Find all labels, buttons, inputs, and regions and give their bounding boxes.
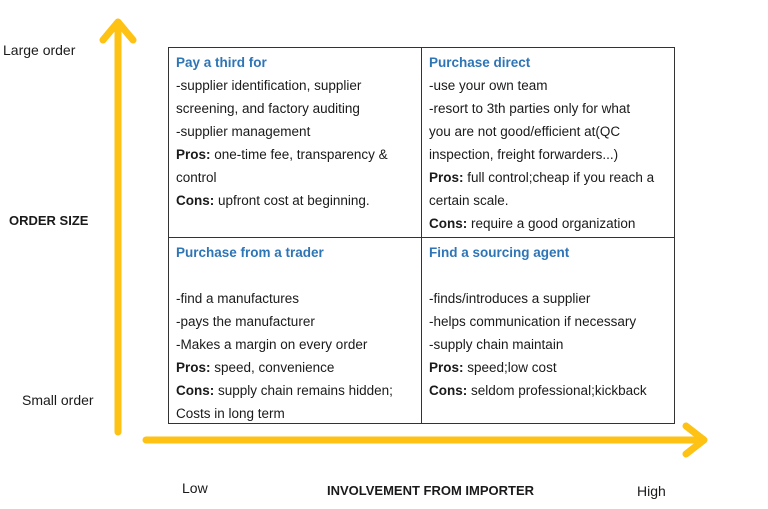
quadrant-line: -use your own team [429,78,548,93]
cons-line [429,379,668,402]
pros-line [176,143,415,166]
pros-line [176,356,415,379]
pros-text: speed;low cost [463,360,557,375]
cons-line [176,379,415,402]
quadrant-title: Purchase from a trader [176,245,324,260]
spacer [429,264,668,287]
pros-label: Pros: [176,360,211,375]
pros-label: Pros: [429,360,464,375]
pros-text: full control;cheap if you reach a [463,170,655,185]
cons-text: require a good organization [467,216,636,231]
quadrant-line: screening, and factory auditing [176,101,360,116]
quadrant-grid [168,47,675,424]
quadrant-line: -pays the manufacturer [176,314,315,329]
x-axis-left-label: Low [182,480,208,496]
x-axis-title: INVOLVEMENT FROM IMPORTER [327,483,535,498]
quadrant-line: -supplier management [176,124,311,139]
y-axis-top-label: Large order [3,42,76,58]
quadrant-title: Purchase direct [429,55,531,70]
cons-text: supply chain remains hidden; [214,383,393,398]
quadrant-line: -finds/introduces a supplier [429,291,591,306]
pros-text: one-time fee, transparency & [210,147,388,162]
x-axis-right-label: High [637,483,666,499]
y-axis-title: ORDER SIZE [9,213,89,228]
quadrant-line: inspection, freight forwarders...) [429,147,619,162]
cons-label: Cons: [429,216,468,231]
cons-label: Cons: [429,383,468,398]
quadrant-line: -supplier identification, supplier [176,78,362,93]
pros-line-continued: certain scale. [429,193,509,208]
quadrant-title: Pay a third for [176,55,267,70]
quadrant-purchase-direct [422,48,674,237]
cons-text: seldom professional;kickback [467,383,647,398]
cons-line [429,212,668,235]
quadrant-line: you are not good/efficient at(QC [429,124,621,139]
quadrant-line: -Makes a margin on every order [176,337,368,352]
cons-line-continued: Costs in long term [176,406,285,421]
quadrant-title: Find a sourcing agent [429,245,570,260]
pros-line-continued: control [176,170,217,185]
cons-line [176,189,415,212]
y-axis-bottom-label: Small order [22,392,94,408]
quadrant-line: -helps communication if necessary [429,314,637,329]
cons-label: Cons: [176,383,215,398]
quadrant-line: -find a manufactures [176,291,300,306]
pros-label: Pros: [429,170,464,185]
pros-text: speed, convenience [210,360,335,375]
quadrant-pay-a-third [169,48,421,237]
quadrant-purchase-from-trader [169,238,421,424]
quadrant-line: -resort to 3th parties only for what [429,101,631,116]
quadrant-sourcing-agent [422,238,674,424]
cons-text: upfront cost at beginning. [214,193,370,208]
cons-label: Cons: [176,193,215,208]
spacer [176,264,415,287]
pros-line [429,166,668,189]
quadrant-line: -supply chain maintain [429,337,564,352]
pros-label: Pros: [176,147,211,162]
pros-line [429,356,668,379]
